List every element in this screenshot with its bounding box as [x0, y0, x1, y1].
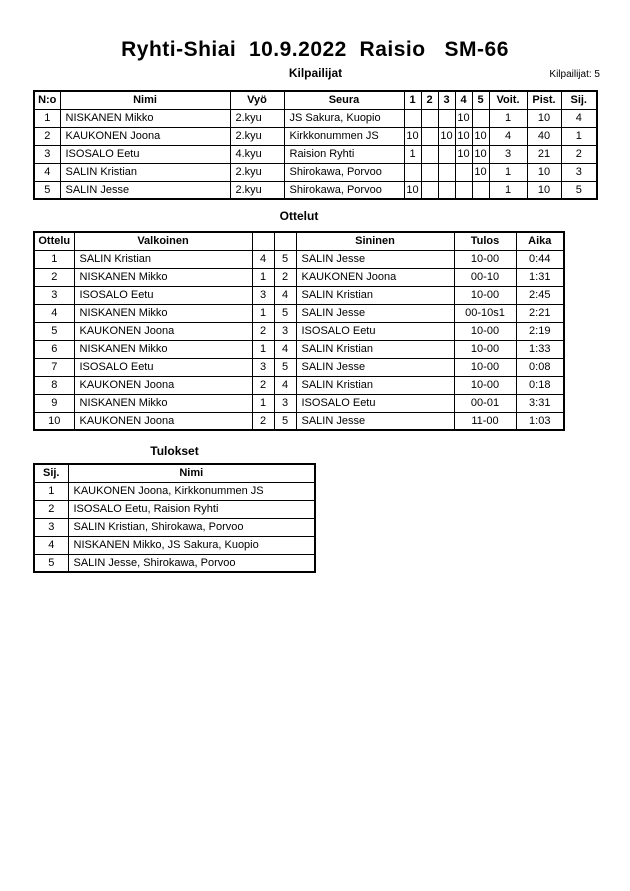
- table-row: [34, 286, 564, 304]
- table-cell: ISOSALO Eetu: [74, 286, 252, 304]
- table-cell: NISKANEN Mikko: [74, 340, 252, 358]
- table-cell: 10: [527, 109, 561, 127]
- table-cell: 3: [489, 145, 527, 163]
- table-cell: 10: [455, 109, 472, 127]
- table-cell: ISOSALO Eetu: [296, 394, 454, 412]
- column-header: Nimi: [60, 91, 230, 109]
- table-cell: 4: [34, 304, 74, 322]
- table-cell: ISOSALO Eetu, Raision Ryhti: [68, 500, 315, 518]
- table-cell: KAUKONEN Joona: [74, 376, 252, 394]
- results-table-body: [34, 482, 315, 572]
- table-cell: 5: [274, 412, 296, 430]
- table-cell: Shirokawa, Porvoo: [284, 163, 404, 181]
- table-cell: 00-10: [454, 268, 516, 286]
- table-row: [34, 181, 597, 199]
- table-cell: 10: [455, 127, 472, 145]
- table-cell: 3: [34, 145, 60, 163]
- table-cell: 10-00: [454, 250, 516, 268]
- table-cell: [421, 145, 438, 163]
- table-cell: 10: [527, 163, 561, 181]
- table-cell: 2:45: [516, 286, 564, 304]
- table-cell: SALIN Kristian: [296, 340, 454, 358]
- table-cell: JS Sakura, Kuopio: [284, 109, 404, 127]
- table-cell: 5: [274, 304, 296, 322]
- table-cell: ISOSALO Eetu: [74, 358, 252, 376]
- column-header: Nimi: [68, 464, 315, 482]
- column-header: Vyö: [230, 91, 284, 109]
- results-header-row: [34, 464, 315, 482]
- table-cell: 5: [274, 250, 296, 268]
- table-cell: 10: [438, 127, 455, 145]
- table-cell: 3: [274, 322, 296, 340]
- table-cell: 10: [404, 181, 421, 199]
- table-cell: Shirokawa, Porvoo: [284, 181, 404, 199]
- table-cell: 10-00: [454, 358, 516, 376]
- table-cell: 1: [561, 127, 597, 145]
- table-cell: 5: [561, 181, 597, 199]
- table-cell: 40: [527, 127, 561, 145]
- table-cell: [472, 181, 489, 199]
- table-cell: 00-01: [454, 394, 516, 412]
- table-row: [34, 163, 597, 181]
- table-cell: 3:31: [516, 394, 564, 412]
- table-cell: 10: [527, 181, 561, 199]
- table-cell: 0:18: [516, 376, 564, 394]
- table-cell: 8: [34, 376, 74, 394]
- table-cell: KAUKONEN Joona: [74, 322, 252, 340]
- table-row: [34, 412, 564, 430]
- column-header: Sininen: [296, 232, 454, 250]
- table-cell: 5: [34, 554, 68, 572]
- table-cell: 3: [252, 286, 274, 304]
- table-cell: 2: [252, 376, 274, 394]
- table-cell: SALIN Kristian: [60, 163, 230, 181]
- table-cell: 1: [252, 304, 274, 322]
- table-row: [34, 358, 564, 376]
- competitors-table-body: [34, 109, 597, 199]
- table-cell: KAUKONEN Joona: [296, 268, 454, 286]
- column-header: Seura: [284, 91, 404, 109]
- table-cell: NISKANEN Mikko: [74, 268, 252, 286]
- column-header: Valkoinen: [74, 232, 252, 250]
- table-cell: [438, 145, 455, 163]
- table-row: [34, 268, 564, 286]
- table-cell: 1: [404, 145, 421, 163]
- column-header: [252, 232, 274, 250]
- table-cell: 1:03: [516, 412, 564, 430]
- table-cell: 00-10s1: [454, 304, 516, 322]
- table-cell: 10: [34, 412, 74, 430]
- page-title: Ryhti-Shiai 10.9.2022 Raisio SM-66: [121, 38, 509, 61]
- table-row: [34, 127, 597, 145]
- column-header: N:o: [34, 91, 60, 109]
- table-row: [34, 250, 564, 268]
- table-cell: 3: [274, 394, 296, 412]
- column-header: Sij.: [34, 464, 68, 482]
- table-row: [34, 109, 597, 127]
- column-header: Pist.: [527, 91, 561, 109]
- table-cell: 10-00: [454, 340, 516, 358]
- table-row: [34, 554, 315, 572]
- table-cell: SALIN Kristian, Shirokawa, Porvoo: [68, 518, 315, 536]
- column-header: Ottelu: [34, 232, 74, 250]
- table-cell: 5: [34, 181, 60, 199]
- table-cell: 4: [34, 163, 60, 181]
- column-header: 1: [404, 91, 421, 109]
- table-cell: [404, 109, 421, 127]
- table-cell: KAUKONEN Joona, Kirkkonummen JS: [68, 482, 315, 500]
- table-cell: 4: [489, 127, 527, 145]
- table-cell: 10: [404, 127, 421, 145]
- table-cell: 6: [34, 340, 74, 358]
- table-row: [34, 145, 597, 163]
- table-cell: 2:19: [516, 322, 564, 340]
- table-cell: [438, 163, 455, 181]
- column-header: 2: [421, 91, 438, 109]
- table-cell: SALIN Jesse: [296, 412, 454, 430]
- table-cell: 5: [274, 358, 296, 376]
- table-cell: 2: [274, 268, 296, 286]
- table-row: [34, 304, 564, 322]
- table-cell: 21: [527, 145, 561, 163]
- table-cell: 10-00: [454, 376, 516, 394]
- table-cell: ISOSALO Eetu: [60, 145, 230, 163]
- section-title-kilpailijat: Kilpailijat: [288, 66, 343, 80]
- table-cell: [455, 163, 472, 181]
- table-cell: Raision Ryhti: [284, 145, 404, 163]
- matches-table: [33, 231, 565, 431]
- table-cell: SALIN Jesse: [296, 304, 454, 322]
- table-cell: 2.kyu: [230, 127, 284, 145]
- table-cell: 2: [252, 322, 274, 340]
- table-cell: SALIN Kristian: [296, 376, 454, 394]
- table-cell: 11-00: [454, 412, 516, 430]
- table-cell: 4: [561, 109, 597, 127]
- table-row: [34, 322, 564, 340]
- table-cell: 4: [274, 376, 296, 394]
- table-cell: SALIN Jesse: [296, 250, 454, 268]
- column-header: [274, 232, 296, 250]
- table-cell: 2:21: [516, 304, 564, 322]
- table-cell: 10: [455, 145, 472, 163]
- table-cell: 3: [34, 518, 68, 536]
- table-row: [34, 518, 315, 536]
- column-header: 5: [472, 91, 489, 109]
- table-cell: 3: [34, 286, 74, 304]
- table-cell: [472, 109, 489, 127]
- table-cell: 2: [561, 145, 597, 163]
- competitors-count-label: Kilpailijat: 5: [549, 69, 600, 80]
- table-cell: 4: [274, 286, 296, 304]
- table-cell: 0:44: [516, 250, 564, 268]
- table-cell: 2: [34, 500, 68, 518]
- table-cell: 7: [34, 358, 74, 376]
- table-cell: 2: [252, 412, 274, 430]
- table-cell: [421, 181, 438, 199]
- column-header: Voit.: [489, 91, 527, 109]
- table-cell: 1:33: [516, 340, 564, 358]
- table-cell: 1: [489, 163, 527, 181]
- competitors-table: [33, 90, 598, 200]
- column-header: Aika: [516, 232, 564, 250]
- table-row: [34, 482, 315, 500]
- table-cell: 1: [34, 250, 74, 268]
- table-cell: SALIN Kristian: [74, 250, 252, 268]
- table-cell: Kirkkonummen JS: [284, 127, 404, 145]
- table-cell: NISKANEN Mikko: [74, 394, 252, 412]
- table-cell: 9: [34, 394, 74, 412]
- table-cell: 1: [489, 109, 527, 127]
- table-cell: 2.kyu: [230, 109, 284, 127]
- table-cell: [438, 109, 455, 127]
- column-header: 4: [455, 91, 472, 109]
- table-cell: KAUKONEN Joona: [60, 127, 230, 145]
- table-cell: 2: [34, 268, 74, 286]
- table-cell: SALIN Jesse: [60, 181, 230, 199]
- table-cell: 10-00: [454, 286, 516, 304]
- table-row: [34, 536, 315, 554]
- table-cell: 4: [274, 340, 296, 358]
- table-cell: 1: [252, 340, 274, 358]
- table-cell: 1: [34, 482, 68, 500]
- table-cell: 4: [252, 250, 274, 268]
- column-header: Sij.: [561, 91, 597, 109]
- table-cell: 3: [252, 358, 274, 376]
- table-cell: [438, 181, 455, 199]
- table-cell: NISKANEN Mikko, JS Sakura, Kuopio: [68, 536, 315, 554]
- table-cell: 1: [34, 109, 60, 127]
- section-title-tulokset: Tulokset: [150, 444, 199, 458]
- table-cell: 0:08: [516, 358, 564, 376]
- table-cell: [421, 109, 438, 127]
- table-cell: 1:31: [516, 268, 564, 286]
- table-cell: SALIN Jesse, Shirokawa, Porvoo: [68, 554, 315, 572]
- table-cell: 4.kyu: [230, 145, 284, 163]
- table-cell: 3: [561, 163, 597, 181]
- column-header: Tulos: [454, 232, 516, 250]
- table-cell: 10: [472, 145, 489, 163]
- table-cell: 10: [472, 127, 489, 145]
- table-row: [34, 340, 564, 358]
- table-cell: [404, 163, 421, 181]
- table-row: [34, 500, 315, 518]
- table-row: [34, 394, 564, 412]
- table-cell: ISOSALO Eetu: [296, 322, 454, 340]
- table-cell: 2: [34, 127, 60, 145]
- table-cell: SALIN Kristian: [296, 286, 454, 304]
- table-cell: 1: [489, 181, 527, 199]
- table-cell: 5: [34, 322, 74, 340]
- table-cell: NISKANEN Mikko: [74, 304, 252, 322]
- results-table: [33, 463, 316, 573]
- table-cell: 4: [34, 536, 68, 554]
- matches-header-row: [34, 232, 564, 250]
- table-cell: KAUKONEN Joona: [74, 412, 252, 430]
- table-row: [34, 376, 564, 394]
- competitors-header-row: [34, 91, 597, 109]
- table-cell: 2.kyu: [230, 163, 284, 181]
- table-cell: [421, 163, 438, 181]
- column-header: 3: [438, 91, 455, 109]
- section-title-ottelut: Ottelut: [279, 209, 319, 223]
- table-cell: 1: [252, 268, 274, 286]
- table-cell: [421, 127, 438, 145]
- matches-table-body: [34, 250, 564, 430]
- table-cell: SALIN Jesse: [296, 358, 454, 376]
- table-cell: NISKANEN Mikko: [60, 109, 230, 127]
- table-cell: 2.kyu: [230, 181, 284, 199]
- table-cell: 1: [252, 394, 274, 412]
- table-cell: 10-00: [454, 322, 516, 340]
- table-cell: [455, 181, 472, 199]
- table-cell: 10: [472, 163, 489, 181]
